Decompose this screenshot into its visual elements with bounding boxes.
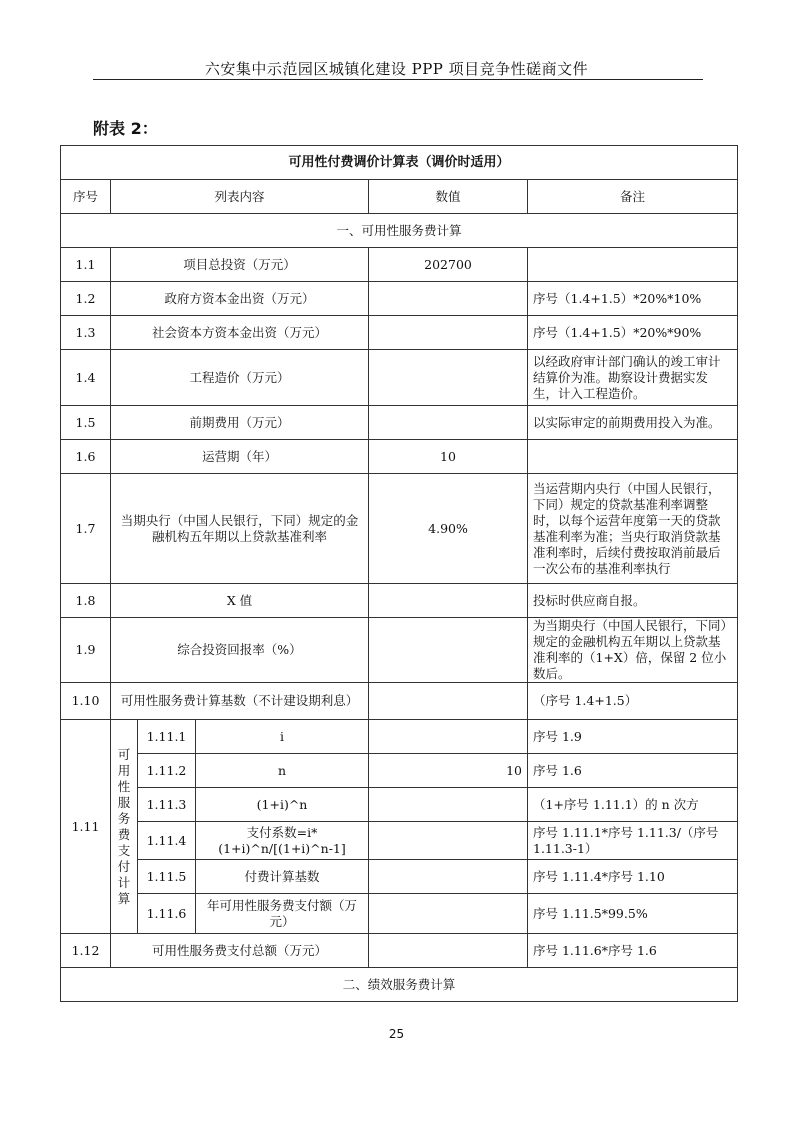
row-note: 当运营期内央行（中国人民银行，下同）规定的贷款基准利率调整时，以每个运营年度第一天的贷款基准利率为准；当央行取消贷款基准利率时，后续付费按取消前最后一次公布的基准利率执行 xyxy=(528,474,738,584)
group-vertical-label xyxy=(111,720,138,934)
header-divider xyxy=(93,79,703,80)
sub-row-value xyxy=(369,822,528,860)
row-content: 政府方资本金出资（万元） xyxy=(111,282,369,316)
sub-row-content: n xyxy=(196,754,369,788)
row-number: 1.6 xyxy=(61,440,111,474)
row-note: 序号 1.11.6*序号 1.6 xyxy=(528,934,738,968)
sub-row-number: 1.11.6 xyxy=(138,894,196,934)
sub-row-note: 序号 1.11.4*序号 1.10 xyxy=(528,860,738,894)
row-value xyxy=(369,683,528,720)
row-number: 1.9 xyxy=(61,618,111,683)
table-title: 可用性付费调价计算表（调价时适用） xyxy=(61,146,738,180)
table-title-row xyxy=(61,146,738,180)
sub-row-note: 序号 1.9 xyxy=(528,720,738,754)
column-header-content: 列表内容 xyxy=(111,180,369,214)
row-value xyxy=(369,316,528,350)
table-row xyxy=(61,754,738,788)
table-header-row xyxy=(61,180,738,214)
page-number: 25 xyxy=(388,1027,405,1041)
sub-row-value: 10 xyxy=(369,754,528,788)
group-number: 1.11 xyxy=(61,720,111,934)
row-content: 工程造价（万元） xyxy=(111,350,369,406)
row-note: 序号（1.4+1.5）*20%*10% xyxy=(528,282,738,316)
table-row xyxy=(61,584,738,618)
table-row xyxy=(61,440,738,474)
sub-row-number: 1.11.5 xyxy=(138,860,196,894)
sub-row-note: 序号 1.6 xyxy=(528,754,738,788)
row-value: 10 xyxy=(369,440,528,474)
row-note: 序号（1.4+1.5）*20%*90% xyxy=(528,316,738,350)
row-content: 可用性服务费计算基数（不计建设期利息） xyxy=(111,683,369,720)
table-row xyxy=(61,894,738,934)
price-adjustment-table xyxy=(60,145,738,1002)
table-row xyxy=(61,683,738,720)
column-header-no: 序号 xyxy=(61,180,111,214)
row-number: 1.1 xyxy=(61,248,111,282)
sub-row-value xyxy=(369,788,528,822)
row-content: 可用性服务费支付总额（万元） xyxy=(111,934,369,968)
sub-row-number: 1.11.1 xyxy=(138,720,196,754)
sub-row-note: 序号 1.11.1*序号 1.11.3/（序号 1.11.3-1） xyxy=(528,822,738,860)
row-value xyxy=(369,282,528,316)
sub-row-value xyxy=(369,720,528,754)
row-value xyxy=(369,618,528,683)
table-row xyxy=(61,788,738,822)
sub-row-content: 支付系数=i*(1+i)^n/[(1+i)^n-1] xyxy=(196,822,369,860)
sub-row-value xyxy=(369,894,528,934)
sub-row-content: 年可用性服务费支付额（万元） xyxy=(196,894,369,934)
table-row xyxy=(61,822,738,860)
sub-row-note: 序号 1.11.5*99.5% xyxy=(528,894,738,934)
table-row xyxy=(61,316,738,350)
sub-row-value xyxy=(369,860,528,894)
row-note xyxy=(528,248,738,282)
sub-row-number: 1.11.3 xyxy=(138,788,196,822)
sub-row-number: 1.11.2 xyxy=(138,754,196,788)
row-content: X 值 xyxy=(111,584,369,618)
section-heading-performance: 二、绩效服务费计算 xyxy=(61,968,738,1002)
row-number: 1.10 xyxy=(61,683,111,720)
row-number: 1.5 xyxy=(61,406,111,440)
document-header-title: 六安集中示范园区城镇化建设 PPP 项目竞争性磋商文件 xyxy=(204,60,589,78)
sub-row-content: 付费计算基数 xyxy=(196,860,369,894)
table-row xyxy=(61,618,738,683)
attachment-label: 附表 2： xyxy=(93,119,158,138)
row-note: （序号 1.4+1.5） xyxy=(528,683,738,720)
sub-row-content: (1+i)^n xyxy=(196,788,369,822)
row-value xyxy=(369,584,528,618)
row-content: 项目总投资（万元） xyxy=(111,248,369,282)
row-value: 4.90% xyxy=(369,474,528,584)
row-number: 1.2 xyxy=(61,282,111,316)
row-note: 以实际审定的前期费用投入为准。 xyxy=(528,406,738,440)
sub-row-number: 1.11.4 xyxy=(138,822,196,860)
table-row xyxy=(61,282,738,316)
row-number: 1.12 xyxy=(61,934,111,968)
row-number: 1.3 xyxy=(61,316,111,350)
row-note: 投标时供应商自报。 xyxy=(528,584,738,618)
row-value xyxy=(369,350,528,406)
table-row xyxy=(61,720,738,754)
row-content: 社会资本方资本金出资（万元） xyxy=(111,316,369,350)
row-number: 1.7 xyxy=(61,474,111,584)
column-header-note: 备注 xyxy=(528,180,738,214)
row-value xyxy=(369,934,528,968)
row-note: 以经政府审计部门确认的竣工审计结算价为准。勘察设计费据实发生，计入工程造价。 xyxy=(528,350,738,406)
row-value: 202700 xyxy=(369,248,528,282)
table-row xyxy=(61,934,738,968)
row-content: 当期央行（中国人民银行，下同）规定的金融机构五年期以上贷款基准利率 xyxy=(111,474,369,584)
table-row xyxy=(61,474,738,584)
row-note xyxy=(528,440,738,474)
table-row xyxy=(61,350,738,406)
group-label-text: 可用性服务费支付计算 xyxy=(117,746,131,906)
table-row xyxy=(61,406,738,440)
table-row xyxy=(61,860,738,894)
section-row xyxy=(61,214,738,248)
row-note: 为当期央行（中国人民银行，下同）规定的金融机构五年期以上贷款基准利率的（1+X）倍，保留 2 位小数后。 xyxy=(528,618,738,683)
row-content: 综合投资回报率（%） xyxy=(111,618,369,683)
column-header-value: 数值 xyxy=(369,180,528,214)
section-heading-availability: 一、可用性服务费计算 xyxy=(61,214,738,248)
row-number: 1.4 xyxy=(61,350,111,406)
row-number: 1.8 xyxy=(61,584,111,618)
sub-row-content: i xyxy=(196,720,369,754)
sub-row-note: （1+序号 1.11.1）的 n 次方 xyxy=(528,788,738,822)
row-content: 运营期（年） xyxy=(111,440,369,474)
section-row xyxy=(61,968,738,1002)
table-row xyxy=(61,248,738,282)
row-content: 前期费用（万元） xyxy=(111,406,369,440)
row-value xyxy=(369,406,528,440)
